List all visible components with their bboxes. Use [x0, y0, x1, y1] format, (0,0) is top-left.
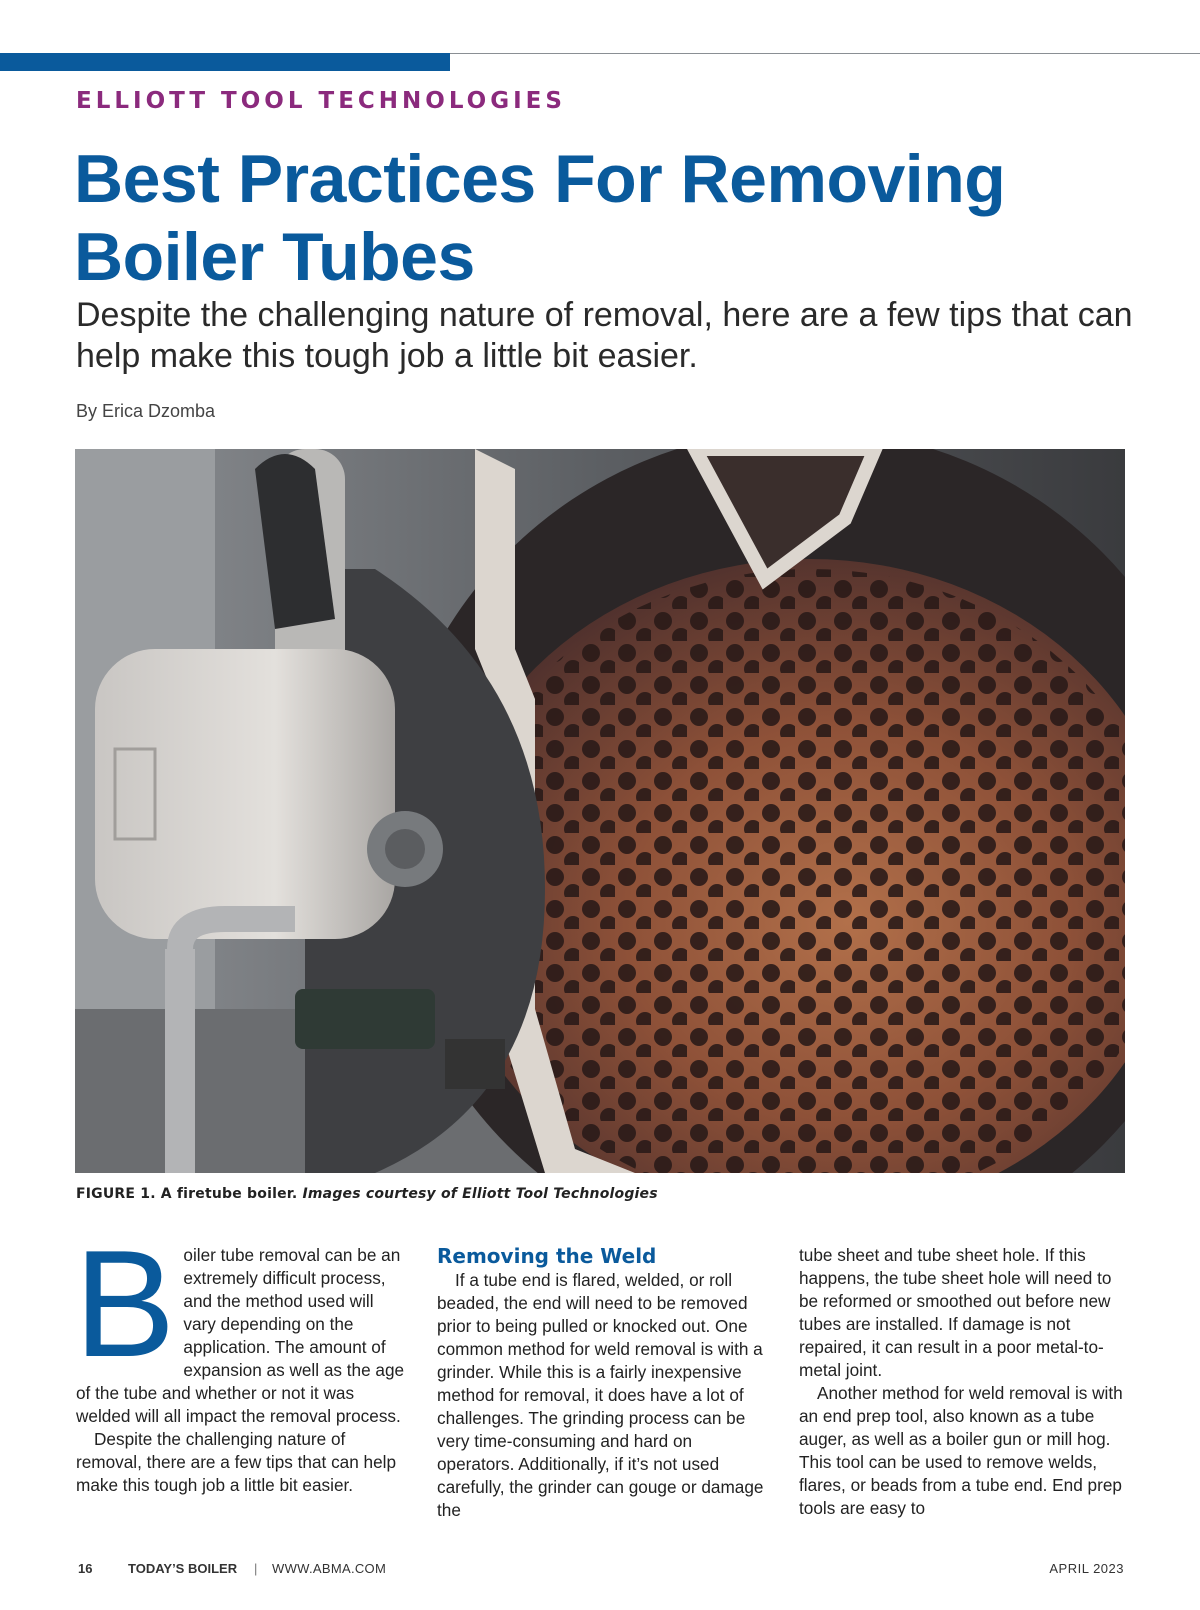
- article-column-1: [74, 1219, 410, 1497]
- footer-separator: |: [254, 1561, 258, 1576]
- page-number: 16: [78, 1561, 93, 1576]
- paragraph: Despite the challenging nature of removal, there are a few tips that can help make this tough job a little bit easier.: [76, 1429, 397, 1495]
- article-title: Best Practices For Removing Boiler Tubes: [74, 141, 1006, 295]
- paragraph: oiler tube removal can be an extremely difficult process, and the method used will vary depending on the application. The amount of expansion as well as the age of the tube and whether or not it was welded will all impact the removal process.: [76, 1245, 405, 1426]
- paragraph: Another method for weld removal is with an end prep tool, also known as a tube auger, as well as a boiler gun or mill hog. This tool can be used to remove welds, flares, or beads from a tube end. End prep tools are easy to: [799, 1383, 1123, 1518]
- issue-date: APRIL 2023: [1049, 1561, 1124, 1576]
- paragraph: If a tube end is flared, welded, or roll beaded, the end will need to be removed prior to being pulled or knocked out. One common method for weld removal is with a grinder. While this is a fairly inexpensive method for removal, it does have a lot of challenges. The grinding process can be very time-consuming and hard on operators. Additionally, if it’s not used carefully, the grinder can gouge or damage the: [437, 1270, 764, 1520]
- boiler-photo: [75, 449, 1125, 1173]
- magazine-name: TODAY’S BOILER: [128, 1561, 238, 1576]
- paragraph: tube sheet and tube sheet hole. If this happens, the tube sheet hole will need to be reformed or smoothed out before new tubes are installed. If damage is not repaired, it can result in a poor metal-to-metal joint.: [799, 1245, 1112, 1380]
- website-link[interactable]: WWW.ABMA.COM: [272, 1561, 387, 1576]
- article-subtitle: Despite the challenging nature of removal, here are a few tips that can help make this tough job a little bit easier.: [76, 296, 1133, 375]
- article-column-3: [799, 1244, 1133, 1520]
- header-accent-bar: [0, 53, 450, 71]
- drop-cap: B: [74, 1219, 176, 1389]
- caption-label: FIGURE 1. A firetube boiler.: [76, 1186, 298, 1202]
- caption-credit: Images courtesy of Elliott Tool Technologies: [302, 1186, 658, 1202]
- section-kicker: ELLIOTT TOOL TECHNOLOGIES: [76, 88, 566, 114]
- byline: By Erica Dzomba: [76, 401, 216, 421]
- article-column-2: [437, 1244, 771, 1522]
- section-heading: Removing the Weld: [437, 1244, 657, 1268]
- figure-caption: [76, 1186, 658, 1202]
